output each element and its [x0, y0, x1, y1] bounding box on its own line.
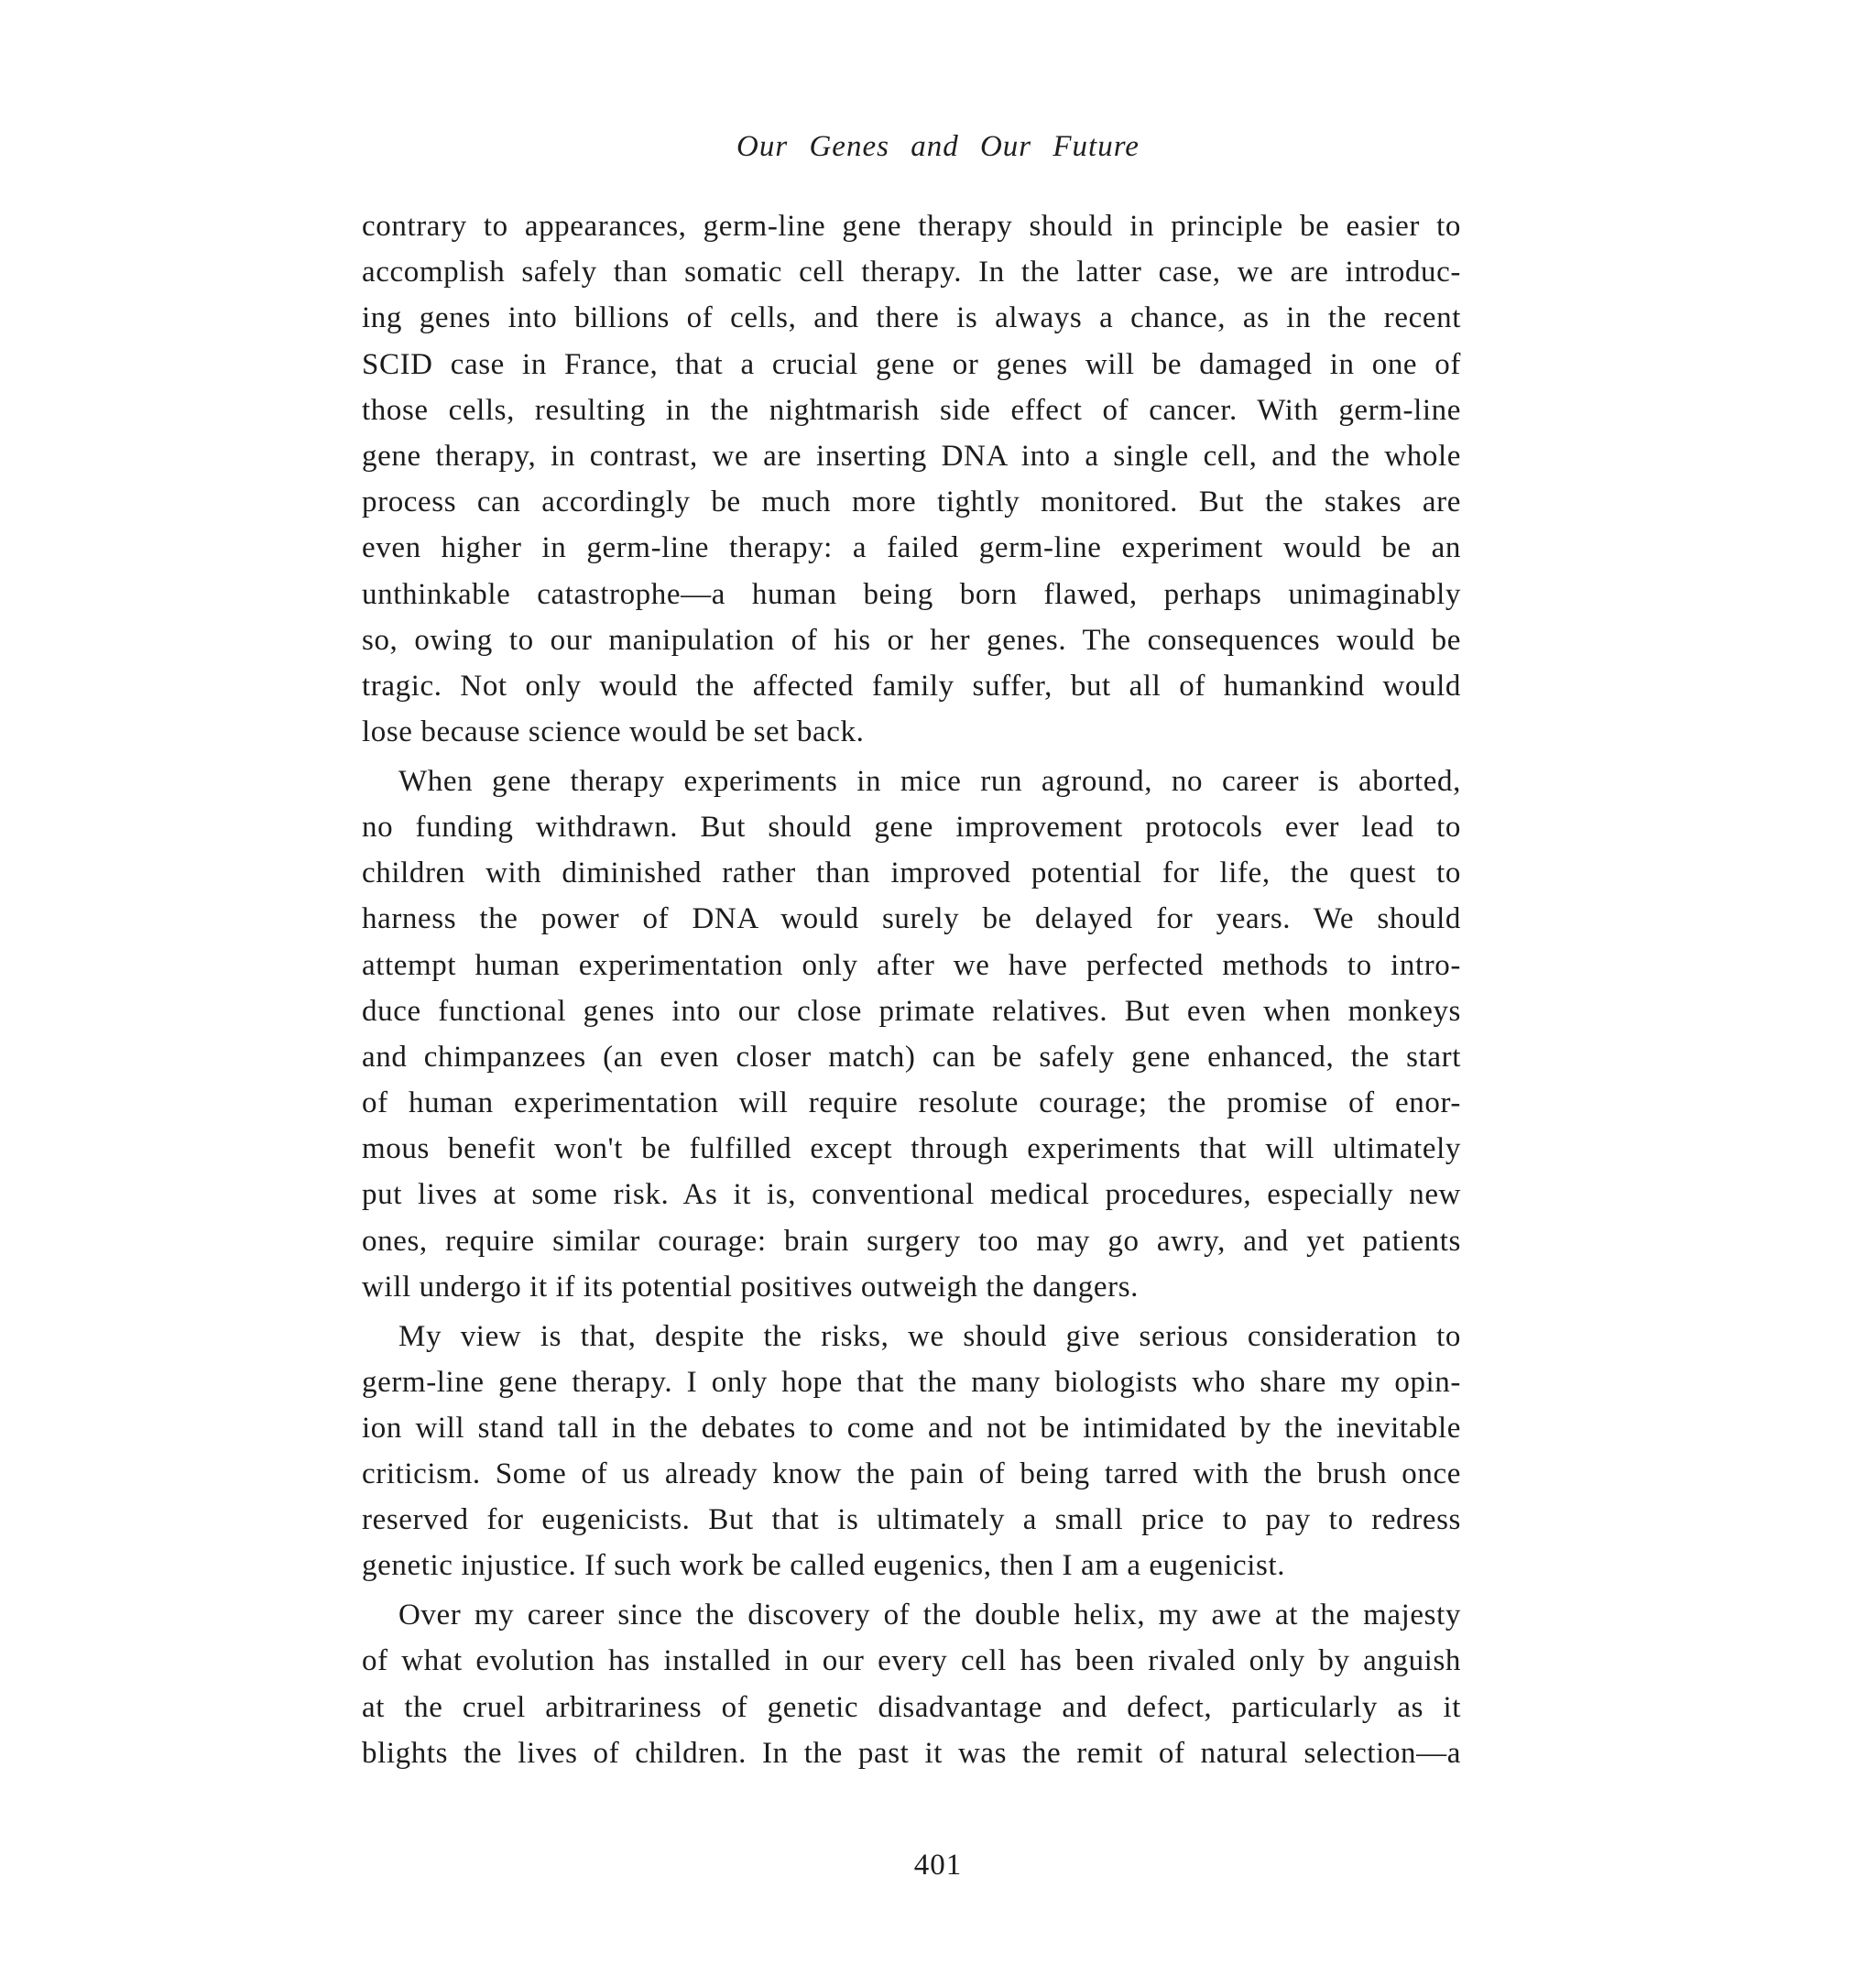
- text-line: children with diminished rather than improved potential for life, the quest to: [362, 857, 1461, 890]
- text-line: contrary to appearances, germ-line gene therapy should in principle be easier to: [362, 210, 1461, 243]
- text-line: duce functional genes into our close primate relatives. But even when monkeys: [362, 994, 1461, 1028]
- body-text: [362, 203, 1461, 1776]
- text-line: lose because science would be set back.: [362, 715, 865, 749]
- text-line: mous benefit won't be fulfilled except through experiments that will ultimately: [362, 1132, 1461, 1166]
- paragraph-4: [362, 1592, 1461, 1776]
- paragraph-2: [362, 758, 1461, 1310]
- text-line: genetic injustice. If such work be called eugenics, then I am a eugenicist.: [362, 1549, 1286, 1583]
- text-line: criticism. Some of us already know the pain of being tarred with the brush once: [362, 1457, 1461, 1491]
- text-line: so, owing to our manipulation of his or her genes. The consequences would be: [362, 623, 1461, 657]
- text-line: harness the power of DNA would surely be delayed for years. We should: [362, 902, 1461, 936]
- text-line: ing genes into billions of cells, and there is always a chance, as in the recent: [362, 301, 1461, 335]
- text-line: of human experimentation will require resolute courage; the promise of enor-: [362, 1086, 1461, 1120]
- paragraph-1: [362, 203, 1461, 755]
- text-line: blights the lives of children. In the past it was the remit of natural selection—a: [362, 1736, 1461, 1770]
- text-line: even higher in germ-line therapy: a failed germ-line experiment would be an: [362, 531, 1461, 565]
- text-line: ones, require similar courage: brain surgery too may go awry, and yet patients: [362, 1224, 1461, 1258]
- text-line: My view is that, despite the risks, we should give serious consideration to: [398, 1319, 1461, 1353]
- text-line: accomplish safely than somatic cell therapy. In the latter case, we are introduc-: [362, 256, 1461, 289]
- text-line: tragic. Not only would the affected family suffer, but all of humankind would: [362, 669, 1461, 703]
- text-line: reserved for eugenicists. But that is ultimately a small price to pay to redress: [362, 1503, 1461, 1537]
- text-line: no funding withdrawn. But should gene improvement protocols ever lead to: [362, 810, 1461, 844]
- text-line: When gene therapy experiments in mice run aground, no career is aborted,: [398, 764, 1461, 798]
- text-line: those cells, resulting in the nightmarish side effect of cancer. With germ-line: [362, 393, 1461, 427]
- page-number: 401: [913, 1849, 963, 1882]
- text-line: attempt human experimentation only after we have perfected methods to intro-: [362, 948, 1461, 982]
- paragraph-3: [362, 1314, 1461, 1589]
- text-line: gene therapy, in contrast, we are inserting DNA into a single cell, and the whole: [362, 439, 1461, 473]
- text-line: and chimpanzees (an even closer match) can be safely gene enhanced, the start: [362, 1040, 1461, 1074]
- text-line: Over my career since the discovery of the double helix, my awe at the majesty: [398, 1599, 1461, 1632]
- text-line: ion will stand tall in the debates to come and not be intimidated by the inevitable: [362, 1411, 1461, 1445]
- text-line: at the cruel arbitrariness of genetic disadvantage and defect, particularly as it: [362, 1690, 1461, 1724]
- running-header: Our Genes and Our Future: [736, 130, 1140, 163]
- text-line: germ-line gene therapy. I only hope that the many biologists who share my opin-: [362, 1365, 1461, 1399]
- text-line: put lives at some risk. As it is, conventional medical procedures, especially new: [362, 1178, 1461, 1212]
- text-line: process can accordingly be much more tightly monitored. But the stakes are: [362, 486, 1461, 519]
- text-line: of what evolution has installed in our every cell has been rivaled only by anguish: [362, 1644, 1461, 1678]
- text-line: will undergo it if its potential positives outweigh the dangers.: [362, 1270, 1140, 1304]
- text-line: unthinkable catastrophe—a human being born flawed, perhaps unimaginably: [362, 577, 1461, 611]
- text-line: SCID case in France, that a crucial gene or genes will be damaged in one of: [362, 347, 1461, 381]
